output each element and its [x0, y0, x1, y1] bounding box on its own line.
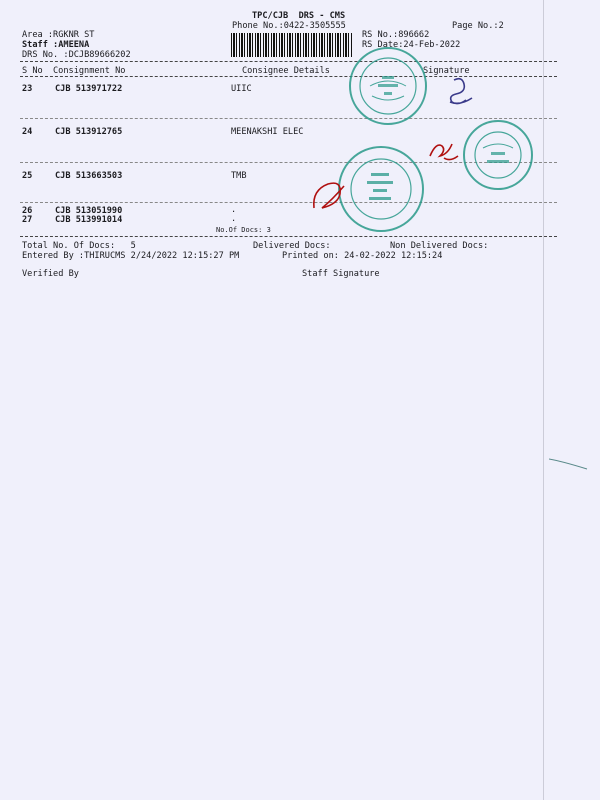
- barcode: [231, 33, 353, 57]
- row-consignment: CJB 513971722: [55, 84, 123, 94]
- entered-by: Entered By :THIRUCMS 2/24/2022 12:15:27 PM: [22, 251, 240, 261]
- row-consignment: CJB 513663503: [55, 171, 123, 181]
- signature-tmb: [308, 178, 348, 214]
- total-docs: Total No. Of Docs: 5: [22, 241, 136, 251]
- rs-number: RS No.:896662: [362, 30, 430, 40]
- document-title: TPC/CJB DRS - CMS: [252, 11, 346, 21]
- docs-count-note: No.Of Docs: 3: [216, 226, 271, 234]
- staff-field: Staff :AMEENA: [22, 40, 90, 50]
- page-number: Page No.:2: [452, 21, 504, 31]
- area-field: Area :RGKNR ST: [22, 30, 95, 40]
- row-consignee: .: [231, 214, 237, 224]
- phone-number: Phone No.:0422-3505555: [232, 21, 346, 31]
- round-stamp-middle: [335, 143, 427, 235]
- printed-on: Printed on: 24-02-2022 12:15:24: [282, 251, 443, 261]
- signature-meenakshi: [426, 136, 462, 166]
- row-consignment: CJB 513912765: [55, 127, 123, 137]
- drs-number: DRS No. :DCJB89666202: [22, 50, 131, 60]
- divider: [20, 236, 557, 237]
- row-consignee: MEENAKSHI ELEC: [231, 127, 304, 137]
- column-header-consignee: Consignee Details: [242, 66, 330, 76]
- delivered-docs: Delivered Docs:: [253, 241, 331, 251]
- divider: [20, 61, 557, 62]
- row-sno: 26: [22, 206, 33, 216]
- row-consignment: CJB 513051990: [55, 206, 123, 216]
- rs-date: RS Date:24-Feb-2022: [362, 40, 461, 50]
- staff-signature-label: Staff Signature: [302, 269, 380, 279]
- round-stamp-top: [340, 44, 436, 128]
- verified-by: Verified By: [22, 269, 79, 279]
- column-header-signature: Signature: [423, 66, 470, 76]
- row-consignee: TMB: [231, 171, 247, 181]
- scan-edge-line: [543, 0, 544, 800]
- scan-mark: [549, 455, 589, 471]
- row-sno: 27: [22, 215, 33, 225]
- row-consignment: CJB 513991014: [55, 215, 123, 225]
- non-delivered-docs: Non Delivered Docs:: [390, 241, 489, 251]
- row-consignee: UIIC: [231, 84, 252, 94]
- signature-uiic: [444, 76, 480, 108]
- row-sno: 24: [22, 127, 33, 137]
- column-header-sno: S No: [22, 66, 43, 76]
- row-divider: [20, 202, 557, 203]
- row-sno: 23: [22, 84, 33, 94]
- round-stamp-right: [457, 118, 539, 192]
- row-consignee: .: [231, 205, 237, 215]
- row-sno: 25: [22, 171, 33, 181]
- column-header-consignment: Consignment No: [53, 66, 126, 76]
